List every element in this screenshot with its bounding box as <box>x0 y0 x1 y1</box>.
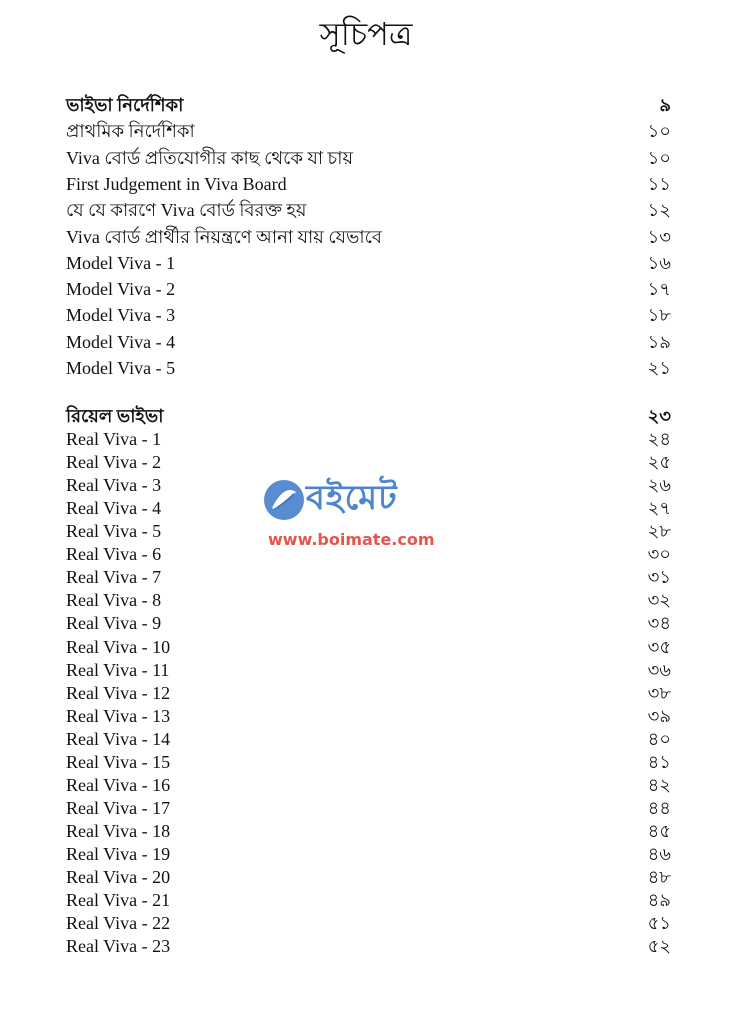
toc-entry-page: ১৯ <box>647 331 671 352</box>
toc-entry <box>66 659 671 682</box>
toc-entry-page: ৪৮ <box>647 867 671 887</box>
toc-entry-title: Model Viva - 4 <box>66 331 176 352</box>
toc-entry-page: ২৩ <box>647 406 671 426</box>
toc-entry <box>66 751 671 774</box>
toc-entry-title: Real Viva - 1 <box>66 429 162 450</box>
toc-entry <box>66 329 671 355</box>
toc-entry-title: প্রাথমিক নির্দেশিকা <box>66 121 195 142</box>
toc-entry <box>66 889 671 912</box>
toc-entry <box>66 355 671 381</box>
toc-entry-page: ৩০ <box>647 544 671 565</box>
toc-entry-page: ৩৯ <box>647 705 671 726</box>
toc-entry-page: ২৪ <box>647 429 671 450</box>
toc-entry-title: Real Viva - 18 <box>66 820 171 841</box>
toc-entry-page: ৯ <box>659 95 671 115</box>
toc-entry-title: Real Viva - 7 <box>66 567 162 588</box>
toc-entry-title: রিয়েল ভাইভা <box>66 406 164 426</box>
watermark-brand: বইমেট <box>306 478 398 518</box>
toc-entry-page: ২৫ <box>647 452 671 473</box>
toc-entry-title: Real Viva - 13 <box>66 705 171 726</box>
toc-entry-title: Real Viva - 16 <box>66 774 171 795</box>
toc-entry <box>66 197 671 223</box>
toc-entry-title: Model Viva - 2 <box>66 279 176 300</box>
toc-heading <box>66 405 671 428</box>
toc-entry-title: Real Viva - 22 <box>66 913 171 934</box>
toc-entry-title: Real Viva - 23 <box>66 936 171 957</box>
toc-entry <box>66 843 671 866</box>
toc-entry-page: ৩৮ <box>647 682 671 703</box>
toc-entry-title: Real Viva - 4 <box>66 498 162 519</box>
toc-entry-page: ২৮ <box>647 521 671 542</box>
toc-entry-page: ৪৫ <box>647 820 671 841</box>
toc-entry-title: Viva বোর্ড প্রতিযোগীর কাছ থেকে যা চায় <box>66 147 354 168</box>
toc-entry-page: ১২ <box>647 200 671 221</box>
toc-entry <box>66 797 671 820</box>
watermark <box>262 476 472 556</box>
toc-entry-title: Real Viva - 15 <box>66 751 171 772</box>
toc-entry-title: Real Viva - 9 <box>66 613 162 634</box>
toc-entry <box>66 866 671 889</box>
toc-entry-title: Real Viva - 5 <box>66 521 162 542</box>
toc-heading <box>66 92 671 118</box>
toc-entry-title: Real Viva - 20 <box>66 867 171 887</box>
toc-entry-title: Real Viva - 11 <box>66 659 170 680</box>
toc-entry <box>66 145 671 171</box>
toc-entry-title: Real Viva - 14 <box>66 728 171 749</box>
toc-entry-title: Model Viva - 3 <box>66 305 176 326</box>
toc-entry-title: Real Viva - 17 <box>66 797 171 818</box>
toc-entry-page: ৫২ <box>647 936 671 957</box>
book-leaf-icon <box>262 478 306 522</box>
toc-entry-page: ৪২ <box>647 774 671 795</box>
toc-entry-page: ৩৫ <box>647 636 671 657</box>
toc-entry-page: ৪১ <box>647 751 671 772</box>
toc-entry-page: ৫১ <box>647 913 671 934</box>
toc-entry-title: Real Viva - 6 <box>66 544 162 565</box>
toc-entry-title: ভাইভা নির্দেশিকা <box>66 95 184 115</box>
toc-entry-page: ৩৬ <box>647 659 671 680</box>
toc-entry-title: Real Viva - 2 <box>66 452 162 473</box>
toc-entry-page: ১৮ <box>647 305 671 326</box>
toc-entry <box>66 566 671 589</box>
toc-entry-page: ১৬ <box>647 252 671 273</box>
toc-entry-title: Real Viva - 21 <box>66 890 171 911</box>
toc-entry-page: ১০ <box>647 121 671 142</box>
toc-entry-title: First Judgement in Viva Board <box>66 173 287 194</box>
toc-entry-page: ২৬ <box>647 475 671 496</box>
toc-entry <box>66 451 671 474</box>
toc-entry-page: ৩৪ <box>647 613 671 634</box>
toc-entry <box>66 682 671 705</box>
toc-entry <box>66 935 671 958</box>
toc-entry-page: ১৭ <box>647 279 671 300</box>
toc-entry-title: Real Viva - 19 <box>66 843 171 864</box>
toc-entry <box>66 224 671 250</box>
toc-entry-page: ২৭ <box>647 498 671 519</box>
toc-entry-page: ৩২ <box>647 590 671 611</box>
toc-entry-title: Viva বোর্ড প্রার্থীর নিয়ন্ত্রণে আনা যায় যেভাবে <box>66 226 382 247</box>
toc-entry <box>66 589 671 612</box>
toc-entry <box>66 820 671 843</box>
toc-entry <box>66 636 671 659</box>
toc-entry <box>66 728 671 751</box>
toc-entry-page: ২১ <box>647 358 671 378</box>
toc-entry <box>66 612 671 635</box>
toc-entry-title: Model Viva - 1 <box>66 252 176 273</box>
toc-entry <box>66 302 671 328</box>
toc-entry-title: Real Viva - 12 <box>66 682 171 703</box>
toc-entry-page: ৪৬ <box>647 843 671 864</box>
toc-entry <box>66 250 671 276</box>
toc-entry <box>66 118 671 144</box>
watermark-url: www.boimate.com <box>268 530 435 549</box>
toc-entry-page: ১১ <box>647 173 671 194</box>
toc-entry <box>66 912 671 935</box>
toc-entry-page: ১০ <box>647 147 671 168</box>
toc-entry-title: Real Viva - 8 <box>66 590 162 611</box>
toc-entry <box>66 774 671 797</box>
toc-entry <box>66 705 671 728</box>
toc-entry-title: Model Viva - 5 <box>66 358 176 378</box>
toc-entry-page: ৪৯ <box>647 890 671 911</box>
toc-entry-page: ১৩ <box>647 226 671 247</box>
toc-entry-page: ৪০ <box>647 728 671 749</box>
toc-entry-title: Real Viva - 3 <box>66 475 162 496</box>
toc-entry <box>66 276 671 302</box>
toc-entry-page: ৪৪ <box>647 797 671 818</box>
toc-entry <box>66 171 671 197</box>
page-title: সূচিপত্র <box>319 16 413 52</box>
toc-entry-title: যে যে কারণে Viva বোর্ড বিরক্ত হয় <box>66 200 307 221</box>
toc-entry <box>66 428 671 451</box>
toc-entry-page: ৩১ <box>647 567 671 588</box>
toc-entry-title: Real Viva - 10 <box>66 636 171 657</box>
